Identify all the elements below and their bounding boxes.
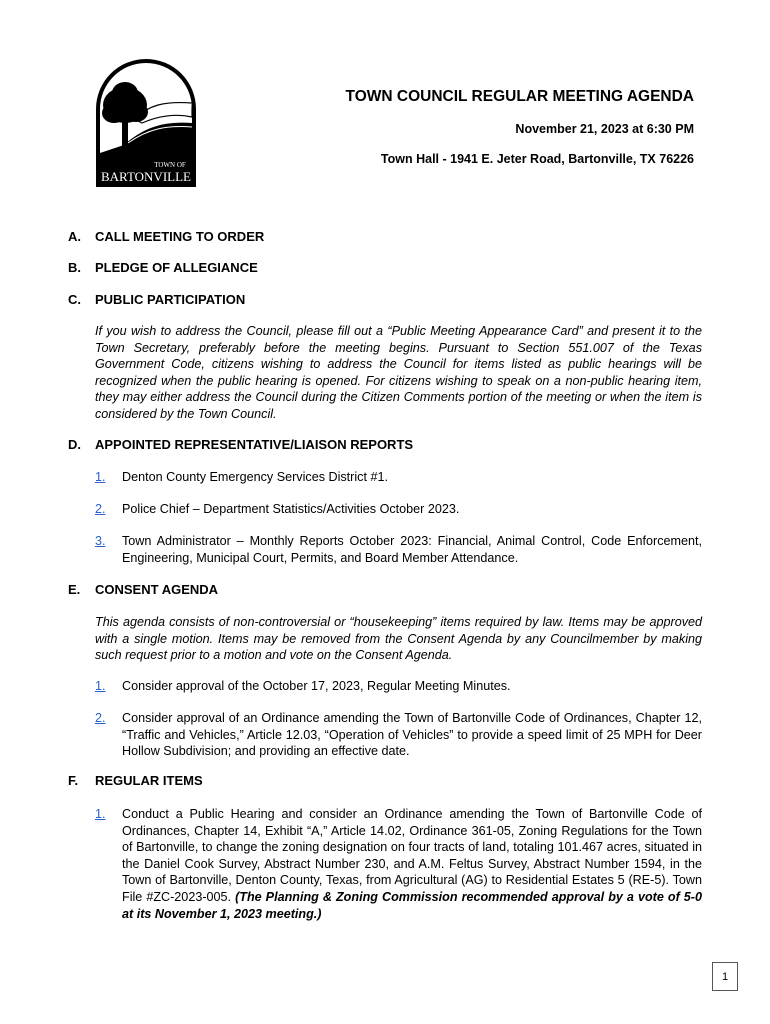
public-participation-text: If you wish to address the Council, please fill out a “Public Meeting Appearance Card” and present it to the Town Secretary, preferably before the meeting begins. Pursuant to Section 551.007 of the Texas Government Code, citizens wishing to address the Council for items listed as public hearings will be recognized when the public hearing is opened. For citizens wishing to speak on a non-public hearing item, they may either address the Council during the Citizen Comments portion of the meeting or when the item is considered by the Town Council. bbox=[95, 324, 702, 421]
town-logo bbox=[94, 57, 198, 189]
section-letter: A. bbox=[68, 229, 81, 244]
page-number: 1 bbox=[712, 962, 738, 991]
item-body: Conduct a Public Hearing and consider an Ordinance amending the Town of Bartonville Code of Ordinances, Chapter 14, Exhibit “A,” Article 14.02, Ordinance 361-05, Zoning Regulations for the Town of Bartonville, to change the zoning designation on four tracts of land, totaling 101.467 acres, situated in the Daniel Cook Survey, Abstract Number 230, and A.M. Feltus Survey, Abstract Number 1594, in the Town of Bartonville, Denton County, Texas, from Agricultural (AG) to Residential Estates 5 (RE-5). Town File #ZC-2023-005. bbox=[122, 807, 702, 904]
item-text: Consider approval of the October 17, 2023, Regular Meeting Minutes. bbox=[122, 679, 511, 693]
item-text: Denton County Emergency Services District #1. bbox=[122, 470, 388, 484]
consent-agenda-text: This agenda consists of non-controversial or “housekeeping” items required by law. Items may be approved with a single motion. Items may be removed from the Consent Agenda by any Councilmember by making such request prior to a motion and vote on the Consent Agenda. bbox=[95, 615, 702, 663]
list-item bbox=[95, 501, 702, 518]
section-title: REGULAR ITEMS bbox=[95, 773, 203, 788]
logo-name: BARTONVILLE bbox=[101, 169, 191, 184]
section-letter: D. bbox=[68, 437, 81, 452]
section-a-heading bbox=[68, 229, 264, 244]
section-c-heading bbox=[68, 292, 245, 307]
item-number-link[interactable]: 2. bbox=[95, 711, 106, 725]
logo-town-of: TOWN OF bbox=[154, 161, 186, 169]
section-f-heading bbox=[68, 773, 203, 788]
commission-note: (The Planning & Zoning Commission recommended approval by a vote of 5-0 at its November 1, 2023 meeting.) bbox=[122, 889, 703, 921]
list-item bbox=[95, 533, 702, 566]
item-number-link[interactable]: 3. bbox=[95, 534, 106, 548]
section-b-heading bbox=[68, 260, 258, 275]
section-e-heading bbox=[68, 582, 218, 597]
item-text: Consider approval of an Ordinance amending the Town of Bartonville Code of Ordinances, Chapter 12, “Traffic and Vehicles,” Article 12.03, “Operation of Vehicles” to provide a speed limit of 25 MPH for Deer Hollow Subdivision; and providing an effective date. bbox=[122, 711, 702, 759]
section-letter: C. bbox=[68, 292, 81, 307]
item-number-link[interactable]: 1. bbox=[95, 807, 106, 821]
list-item bbox=[95, 806, 702, 922]
agenda-title: TOWN COUNCIL REGULAR MEETING AGENDA bbox=[345, 88, 694, 105]
list-item bbox=[95, 469, 702, 486]
section-d-heading bbox=[68, 437, 413, 452]
section-title: CONSENT AGENDA bbox=[95, 582, 219, 597]
item-text: Police Chief – Department Statistics/Activities October 2023. bbox=[122, 502, 460, 516]
meeting-date: November 21, 2023 at 6:30 PM bbox=[515, 122, 694, 136]
list-item bbox=[95, 678, 702, 695]
section-title: PLEDGE OF ALLEGIANCE bbox=[95, 260, 258, 275]
section-letter: B. bbox=[68, 260, 81, 275]
item-number-link[interactable]: 1. bbox=[95, 470, 106, 484]
section-letter: E. bbox=[68, 582, 81, 597]
section-title: PUBLIC PARTICIPATION bbox=[95, 292, 246, 307]
item-number-link[interactable]: 2. bbox=[95, 502, 106, 516]
section-title: CALL MEETING TO ORDER bbox=[95, 229, 265, 244]
section-letter: F. bbox=[68, 773, 79, 788]
item-text bbox=[122, 806, 702, 922]
item-text: Town Administrator – Monthly Reports October 2023: Financial, Animal Control, Code Enforcement, Engineering, Municipal Court, Permits, and Board Member Attendance. bbox=[122, 534, 702, 565]
list-item bbox=[95, 710, 702, 760]
section-title: APPOINTED REPRESENTATIVE/LIAISON REPORTS bbox=[95, 437, 414, 452]
meeting-location: Town Hall - 1941 E. Jeter Road, Bartonville, TX 76226 bbox=[380, 152, 694, 166]
item-number-link[interactable]: 1. bbox=[95, 679, 106, 693]
